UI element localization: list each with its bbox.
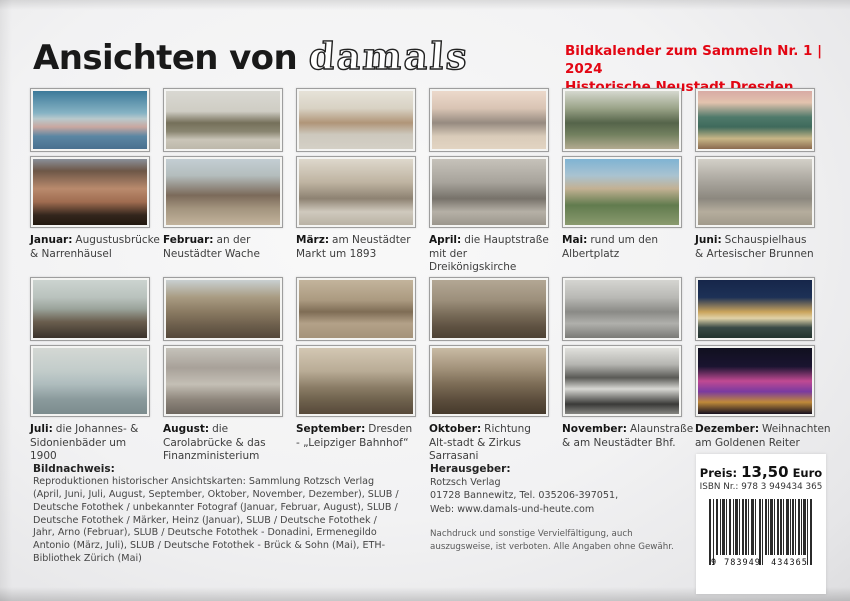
- month-name: Mai:: [562, 234, 588, 246]
- photo-januar-top: [30, 88, 150, 152]
- postcard-image-marktplatz: [299, 159, 413, 225]
- postcard-image-neustaedter-markt: [299, 91, 413, 149]
- edition-line1: Bildkalender zum Sammeln Nr. 1 | 2024: [565, 43, 823, 78]
- price-line: [696, 463, 826, 481]
- month-name: April:: [429, 234, 462, 246]
- caption-text: Augustusbrücke & Narrenhäusel: [30, 234, 160, 260]
- photo-april-bottom: [429, 156, 549, 228]
- postcard-image-johannesbad: [33, 280, 147, 338]
- caption-juli: [30, 423, 150, 464]
- photo-september-top: [296, 277, 416, 341]
- caption-august: [163, 423, 283, 464]
- month-name: September:: [296, 423, 366, 435]
- title-script-damals: damals: [307, 34, 471, 78]
- caption-mai: [562, 234, 682, 261]
- postcard-image-goldener-reiter-riesenrad: [698, 348, 812, 414]
- title-main: Ansichten von: [33, 38, 298, 78]
- postcard-image-sidonienbad: [33, 348, 147, 414]
- copyright-notice: Nachdruck und sonstige Vervielfältigung, auch auszugsweise, ist verboten. Alle Angaben ohne Gewähr.: [430, 529, 674, 553]
- photo-januar-bottom: [30, 156, 150, 228]
- caption-text: die Hauptstraße mit der Dreikönigskirche: [429, 234, 549, 274]
- postcard-image-carolabruecke: [166, 348, 280, 414]
- postcard-image-alaunstrasse: [565, 280, 679, 338]
- month-name: Oktober:: [429, 423, 482, 435]
- postcard-image-weihnachtsmarkt: [698, 280, 812, 338]
- photo-maerz-top: [296, 88, 416, 152]
- photo-mai-top: [562, 88, 682, 152]
- photo-august-bottom: [163, 345, 283, 417]
- month-cell-januar: [30, 88, 160, 275]
- price-prefix: Preis:: [699, 466, 738, 480]
- photo-august-top: [163, 277, 283, 341]
- caption-maerz: [296, 234, 416, 261]
- publisher-block: [430, 463, 692, 554]
- month-name: November:: [562, 423, 627, 435]
- caption-november: [562, 423, 694, 450]
- postcard-image-albertplatz: [565, 159, 679, 225]
- month-cell-september: [296, 277, 416, 464]
- caption-text: Schauspielhaus & Artesischer Brunnen: [695, 234, 814, 260]
- month-name: Juni:: [695, 234, 722, 246]
- barcode-group-2: 434365: [771, 558, 808, 568]
- postcard-image-narrenhaeusel: [33, 159, 147, 225]
- ean-barcode: [709, 499, 813, 567]
- photo-mai-bottom: [562, 156, 682, 228]
- barcode-digits: [709, 558, 813, 568]
- month-cell-februar: [163, 88, 283, 275]
- month-cell-august: [163, 277, 283, 464]
- page-title: [33, 34, 469, 78]
- publisher-address: 01728 Bannewitz, Tel. 035206-397051,: [430, 490, 619, 502]
- photo-maerz-bottom: [296, 156, 416, 228]
- photo-februar-top: [163, 88, 283, 152]
- month-name: Januar:: [30, 234, 73, 246]
- caption-februar: [163, 234, 283, 261]
- photo-november-bottom: [562, 345, 682, 417]
- caption-text: Dresden - „Leipziger Bahnhof“: [296, 423, 413, 449]
- price-isbn-box: [696, 454, 826, 594]
- postcard-image-strassenbahn: [565, 348, 679, 414]
- photo-oktober-top: [429, 277, 549, 341]
- month-cell-oktober: [429, 277, 549, 464]
- barcode-digit-left: 9: [710, 558, 718, 568]
- photo-november-top: [562, 277, 682, 341]
- photo-juni-bottom: [695, 156, 815, 228]
- month-name: August:: [163, 423, 210, 435]
- postcard-image-finanzministerium: [166, 280, 280, 338]
- caption-september: [296, 423, 416, 450]
- postcard-image-bahnhofsplatz: [299, 280, 413, 338]
- month-cell-november: [562, 277, 694, 464]
- caption-text: rund um den Albertplatz: [562, 234, 658, 260]
- caption-oktober: [429, 423, 549, 464]
- postcard-image-zirkus-sarrasani: [432, 348, 546, 414]
- postcard-image-schauspielhaus: [698, 159, 812, 225]
- caption-text: Richtung Alt-stadt & Zirkus Sarrasani: [429, 423, 531, 463]
- photo-september-bottom: [296, 345, 416, 417]
- price-amount: 13,50: [741, 463, 789, 481]
- caption-april: [429, 234, 549, 275]
- month-name: Dezember:: [695, 423, 760, 435]
- caption-text: die Johannes- & Sidonienbäder um 1900: [30, 423, 139, 463]
- photo-juni-top: [695, 88, 815, 152]
- photo-dezember-bottom: [695, 345, 815, 417]
- postcard-image-hauptstrasse: [432, 91, 546, 149]
- month-cell-juni: [695, 88, 815, 275]
- caption-juni: [695, 234, 815, 261]
- caption-text: Weihnachten am Goldenen Reiter: [695, 423, 831, 449]
- caption-text: am Neustädter Markt um 1893: [296, 234, 411, 260]
- photo-april-top: [429, 88, 549, 152]
- edition-line2: Neustadt: [655, 79, 726, 96]
- month-grid-row-2: [30, 277, 831, 464]
- credits-body: Reproduktionen historischer Ansichtskarten: Sammlung Rotzsch Verlag (April, Juni, Juli, August, September, Oktober, November, Dezember), SLUB / Deutsche Fotothek / unbekannter Fotograf (Januar, Februar, August), SLUB / Deutsche Fotothek / Märker, Heinz (Januar), SLUB / Deutsche Fotothek / Jahr, Arno (Februar), SLUB / Deutsche Fotothek - Donadini, Ermenegildo Antonio (März, Juli), SLUB / Deutsche Fotothek - Brück & Sohn (Mai), ETH-Bibliothek Zürich (Mai): [33, 476, 399, 565]
- barcode-bars: [709, 499, 813, 567]
- postcard-image-leipziger-bahnhof: [299, 348, 413, 414]
- caption-januar: [30, 234, 160, 261]
- postcard-image-dreikoenigskirche: [432, 159, 546, 225]
- photo-juli-bottom: [30, 345, 150, 417]
- credits-block: [33, 463, 401, 566]
- month-name: Februar:: [163, 234, 214, 246]
- photo-juli-top: [30, 277, 150, 341]
- publisher-web: Web: www.damals-und-heute.com: [430, 503, 595, 515]
- postcard-image-neustaedter-wache: [166, 91, 280, 149]
- postcard-image-stadtblick: [432, 280, 546, 338]
- month-name: Juli:: [30, 423, 53, 435]
- month-cell-dezember: [695, 277, 831, 464]
- month-name: März:: [296, 234, 330, 246]
- postcard-image-park: [565, 91, 679, 149]
- photo-februar-bottom: [163, 156, 283, 228]
- month-grid-row-1: [30, 88, 820, 275]
- month-cell-april: [429, 88, 549, 275]
- publisher-heading: Herausgeber:: [430, 463, 511, 475]
- caption-text: die Carolabrücke & das Finanzministerium: [163, 423, 266, 463]
- photo-oktober-bottom: [429, 345, 549, 417]
- caption-text: an der Neustädter Wache: [163, 234, 260, 260]
- caption-text: Alaunstraße & am Neustädter Bhf.: [562, 423, 694, 449]
- postcard-image-artesischer-brunnen: [698, 91, 812, 149]
- barcode-group-1: 783949: [724, 558, 761, 568]
- postcard-image-augustusbruecke: [33, 91, 147, 149]
- price-unit: Euro: [792, 466, 823, 480]
- postcard-image-strasse: [166, 159, 280, 225]
- isbn-number: ISBN Nr.: 978 3 949434 365: [699, 482, 823, 492]
- month-cell-juli: [30, 277, 150, 464]
- credits-heading: Bildnachweis:: [33, 463, 115, 475]
- publisher-name: Rotzsch Verlag: [430, 477, 501, 488]
- month-cell-maerz: [296, 88, 416, 275]
- month-cell-mai: [562, 88, 682, 275]
- caption-dezember: [695, 423, 831, 450]
- photo-dezember-top: [695, 277, 815, 341]
